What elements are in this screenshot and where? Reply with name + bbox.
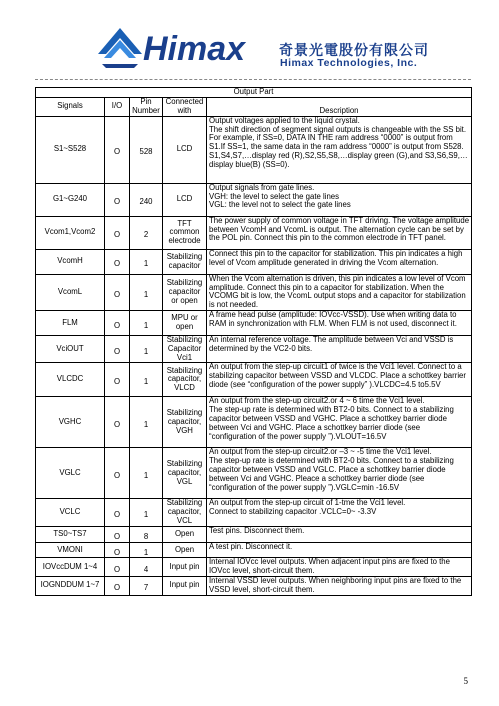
page-header (0, 0, 499, 78)
io-cell: O (105, 310, 130, 335)
connected-with-cell: Stabilizing capacitor (163, 249, 207, 274)
signal-cell: G1~G240 (36, 183, 105, 216)
connected-with-cell: LCD (163, 183, 207, 216)
connected-with-cell: Stabilizing capacitor, VLCD (163, 363, 207, 397)
description-cell: A test pin. Disconnect it. (207, 542, 472, 558)
description-cell: An output from the step-up circuit2.or –3 ~ -5 time the Vci1 level. The step-up rate is determined with BT2-0 bits. Connect to a stabilizing capacitor between VSSD and VGLC. Place a schottkey barrier diode between Vci and VGHC. Pleace a schottkey barrier diode (see “configuration of the power supply ”).VGLC=min -16.5V (207, 448, 472, 499)
pin-number-cell: 1 (130, 274, 163, 310)
pin-number-cell: 1 (130, 310, 163, 335)
signal-cell: VcomH (36, 249, 105, 274)
signal-cell: S1~S528 (36, 116, 105, 183)
pin-number-cell: 1 (130, 363, 163, 397)
pin-number-cell: 528 (130, 116, 163, 183)
connected-with-cell: Input pin (163, 576, 207, 595)
io-cell: O (105, 526, 130, 542)
signal-cell: VcomL (36, 274, 105, 310)
signal-cell: FLM (36, 310, 105, 335)
table-row (36, 397, 472, 448)
pin-number-cell: 8 (130, 526, 163, 542)
table-row (36, 116, 472, 183)
description-cell: Internal IOVcc level outputs. When adjacent input pins are fixed to the IOVcc level, short-circuit them. (207, 558, 472, 577)
io-cell: O (105, 363, 130, 397)
pin-number-cell: 1 (130, 542, 163, 558)
signal-cell: VGLC (36, 448, 105, 499)
pin-number-cell: 1 (130, 448, 163, 499)
header-divider (35, 79, 471, 80)
column-header: Connected with (163, 97, 207, 116)
signal-cell: VciOUT (36, 335, 105, 362)
connected-with-cell: TFT common electrode (163, 216, 207, 249)
description-cell: An output from the step-up circuit2.or 4 ~ 6 time the Vci1 level. The step-up rate is determined with BT2-0 bits. Connect to a stabilizing capacitor between VSSD and VGHC. Place a schottkey barrier diode between Vci and VGHC. Place a schottkey barrier diode (see “configuration of the power supply ”).VLOUT=16.5V (207, 397, 472, 448)
connected-with-cell: Open (163, 526, 207, 542)
table-row (36, 363, 472, 397)
connected-with-cell: Stabilizing capacitor or open (163, 274, 207, 310)
connected-with-cell: Stabilizing capacitor, VCL (163, 499, 207, 526)
connected-with-cell: MPU or open (163, 310, 207, 335)
signal-cell: VMONI (36, 542, 105, 558)
table-header-row (36, 97, 472, 116)
io-cell: O (105, 542, 130, 558)
table-row (36, 448, 472, 499)
io-cell: O (105, 335, 130, 362)
table-row (36, 183, 472, 216)
description-cell: Output signals from gate lines. VGH: the level to select the gate lines VGL: the level not to select the gate lines (207, 183, 472, 216)
io-cell: O (105, 499, 130, 526)
company-name-english: Himax Technologies, Inc. (280, 57, 418, 69)
table-row (36, 558, 472, 577)
column-header: I/O (105, 97, 130, 116)
pin-number-cell: 1 (130, 499, 163, 526)
description-cell: Internal VSSD level outputs. When neighboring input pins are fixed to the VSSD level, short-circuit them. (207, 576, 472, 595)
io-cell: O (105, 448, 130, 499)
description-cell: When the Vcom alternation is driven, this pin indicates a low level of Vcom amplitude. Connect this pin to a capacitor for stabilization. When the VCOMG bit is low, the VcomL output stops and a capacitor for stabilization is not needed. (207, 274, 472, 310)
description-cell: The power supply of common voltage in TFT driving. The voltage amplitude between VcomH and VcomL is output. The alternation cycle can be set by the POL pin. Connect this pin to the common electrode in TFT panel. (207, 216, 472, 249)
table-row (36, 542, 472, 558)
signal-cell: VLCDC (36, 363, 105, 397)
pin-number-cell: 4 (130, 558, 163, 577)
column-header: Signals (36, 97, 105, 116)
column-header: Pin Number (130, 97, 163, 116)
pin-number-cell: 1 (130, 335, 163, 362)
io-cell: O (105, 216, 130, 249)
signal-cell: VCLC (36, 499, 105, 526)
table-row (36, 335, 472, 362)
signal-cell: IOVccDUM 1~4 (36, 558, 105, 577)
connected-with-cell: Stabilizing capacitor, VGL (163, 448, 207, 499)
description-cell: A frame head pulse (amplitude: IOVcc-VSSD). Use when writing data to RAM in synchronization with FLM. When FLM is not used, disconnect it. (207, 310, 472, 335)
description-cell: An output from the step-up circuit of 1-tme the Vci1 level. Connect to stabilizing capacitor .VCLC=0~ -3.3V (207, 499, 472, 526)
table-body (36, 116, 472, 595)
page-number: 5 (463, 676, 468, 686)
table-row (36, 499, 472, 526)
connected-with-cell: Stabilizing capacitor, VGH (163, 397, 207, 448)
description-cell: Output voltages applied to the liquid crystal. The shift direction of segment signal outputs is changeable with the SS bit. For example, if SS=0, DATA IN THE ram address “0000” is output from S1.If SS=1, the same data in the ram address “0000” is output from S528. S1,S4,S7,…display red (R),S2,S5,S8,…display green (G),and S3,S6,S9,…display blue(B) (SS=0). (207, 116, 472, 183)
io-cell: O (105, 183, 130, 216)
table-row (36, 249, 472, 274)
brand-name: Himax (143, 30, 246, 68)
signal-cell: Vcom1,Vcom2 (36, 216, 105, 249)
table-title: Output Part (36, 88, 472, 98)
io-cell: O (105, 558, 130, 577)
company-name-chinese: 奇景光電股份有限公司 (279, 43, 429, 59)
connected-with-cell: Stabilizing Capacitor Vci1 (163, 335, 207, 362)
signal-cell: VGHC (36, 397, 105, 448)
description-cell: An internal reference voltage. The amplitude between Vci and VSSD is determined by the VC2-0 bits. (207, 335, 472, 362)
himax-logo-icon (96, 24, 144, 72)
description-cell: Connect this pin to the capacitor for stabilization. This pin indicates a high level of Vcom amplitude generated in driving the Vcom alternation. (207, 249, 472, 274)
io-cell: O (105, 576, 130, 595)
table-row (36, 310, 472, 335)
column-header: Description (207, 97, 472, 116)
io-cell: O (105, 249, 130, 274)
io-cell: O (105, 116, 130, 183)
io-cell: O (105, 397, 130, 448)
signal-cell: IOGNDDUM 1~7 (36, 576, 105, 595)
connected-with-cell: Open (163, 542, 207, 558)
connected-with-cell: Input pin (163, 558, 207, 577)
description-cell: An output from the step-up circuit1 of twice is the Vci1 level. Connect to a stabilizing capacitor between VSSD and VLCDC. Place a schottkey barrier diode (see “configuration of the power supply” ).VLCDC=4.5 to5.5V (207, 363, 472, 397)
pin-number-cell: 2 (130, 216, 163, 249)
connected-with-cell: LCD (163, 116, 207, 183)
table-row (36, 526, 472, 542)
pin-number-cell: 1 (130, 249, 163, 274)
pin-number-cell: 240 (130, 183, 163, 216)
table-row (36, 576, 472, 595)
description-cell: Test pins. Disconnect them. (207, 526, 472, 542)
pin-number-cell: 7 (130, 576, 163, 595)
io-cell: O (105, 274, 130, 310)
signal-cell: TS0~TS7 (36, 526, 105, 542)
pin-number-cell: 1 (130, 397, 163, 448)
table-row (36, 216, 472, 249)
output-part-table (35, 87, 472, 596)
table-row (36, 274, 472, 310)
